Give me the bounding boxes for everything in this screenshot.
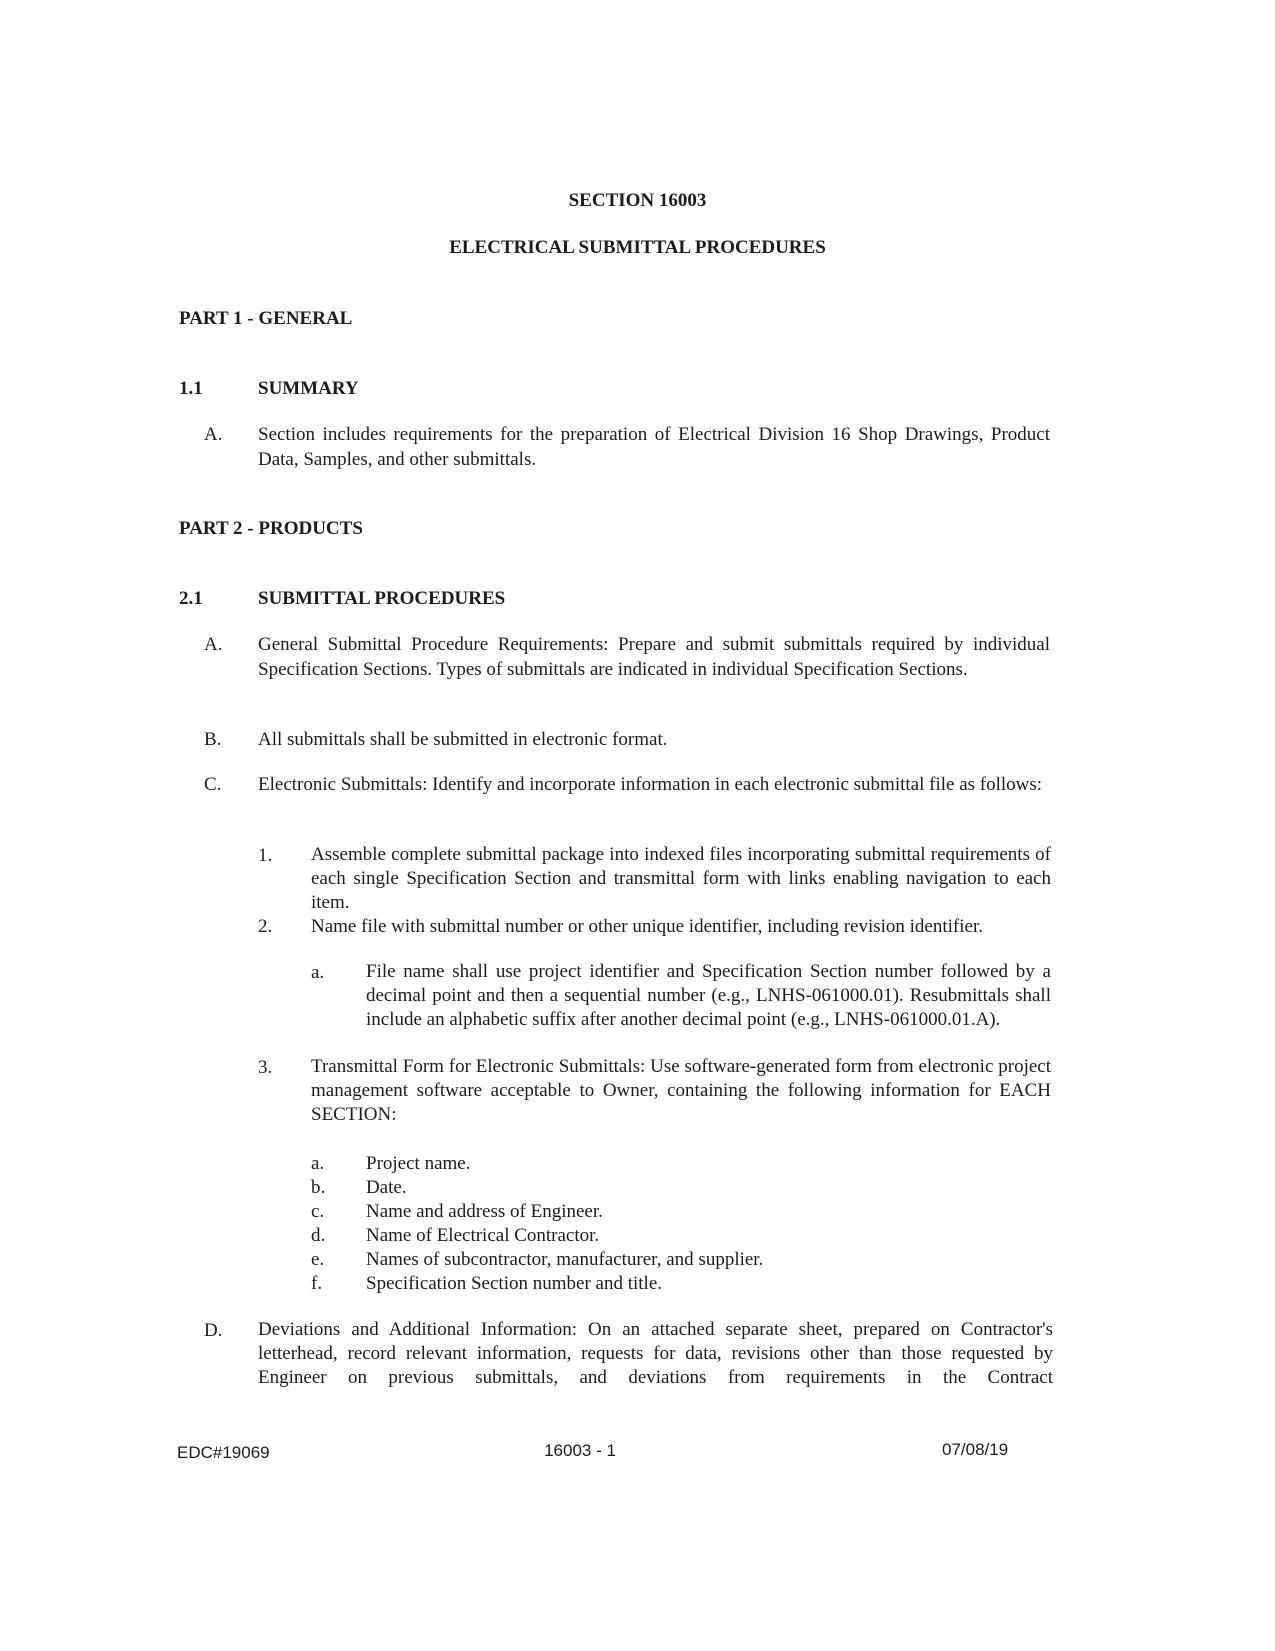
item-label: a. [311, 962, 325, 983]
paragraph-label: D. [204, 1320, 223, 1341]
item-label: e. [311, 1249, 325, 1270]
article-2-1-title: SUBMITTAL PROCEDURES [258, 588, 506, 609]
item-text: Date. [366, 1177, 407, 1198]
subparagraph-text: Assemble complete submittal package into indexed files incorporating submittal requirements of each single Specification Section and transmittal form with links enabling navigation to each item. [311, 844, 1051, 913]
paragraph-text: Section includes requirements for the preparation of Electrical Division 16 Shop Drawings, Product Data, Samples, and other submittals. [258, 424, 1050, 470]
item-label: f. [311, 1273, 323, 1294]
item-text: Project name. [366, 1153, 471, 1174]
subparagraph-text: Name file with submittal number or other unique identifier, including revision identifier. [311, 916, 983, 937]
paragraph-text: Deviations and Additional Information: On an attached separate sheet, prepared on Contractor's letterhead, record relevant information, requests for data, revisions other than those requested by Engineer on previous submittals, and deviations from requirements in the Contract [258, 1319, 1053, 1388]
article-1-1-title: SUMMARY [258, 378, 359, 399]
item-text: Name and address of Engineer. [366, 1201, 603, 1222]
item-label: c. [311, 1201, 325, 1222]
subparagraph-label: 2. [258, 916, 273, 937]
part1-heading: PART 1 - GENERAL [179, 308, 353, 329]
section-subtitle: ELECTRICAL SUBMITTAL PROCEDURES [449, 237, 826, 258]
item-label: d. [311, 1225, 326, 1246]
paragraph-label: C. [204, 774, 222, 795]
footer-document-id: EDC#19069 [177, 1443, 270, 1462]
article-2-1-number: 2.1 [179, 588, 203, 609]
section-title: SECTION 16003 [568, 190, 707, 211]
item-text: Names of subcontractor, manufacturer, and supplier. [366, 1249, 764, 1270]
footer-page-number: 16003 - 1 [544, 1441, 616, 1460]
paragraph-label: A. [204, 634, 223, 655]
item-label: a. [311, 1153, 325, 1174]
paragraph-text: All submittals shall be submitted in electronic format. [258, 729, 668, 750]
item-text: Specification Section number and title. [366, 1273, 663, 1294]
subparagraph-text: Transmittal Form for Electronic Submittals: Use software-generated form from electronic project management software acceptable to Owner, containing the following information for EACH SECTION: [311, 1056, 1051, 1125]
item-label: b. [311, 1177, 326, 1198]
item-text: Name of Electrical Contractor. [366, 1225, 600, 1246]
paragraph-text: Electronic Submittals: Identify and incorporate information in each electronic submittal file as follows: [258, 774, 1043, 795]
item-text: File name shall use project identifier and Specification Section number followed by a decimal point and then a sequential number (e.g., LNHS-061000.01). Resubmittals shall include an alphabetic suffix after another decimal point (e.g., LNHS-061000.01.A). [366, 961, 1051, 1030]
footer-date: 07/08/19 [942, 1440, 1009, 1459]
subparagraph-label: 3. [258, 1057, 273, 1078]
paragraph-text: General Submittal Procedure Requirements: Prepare and submit submittals required by individual Specification Sections. Types of submittals are indicated in individual Specification Sections. [258, 634, 1050, 680]
article-1-1-number: 1.1 [179, 378, 203, 399]
paragraph-label: B. [204, 729, 222, 750]
part2-heading: PART 2 - PRODUCTS [179, 518, 363, 539]
paragraph-label: A. [204, 424, 223, 445]
subparagraph-label: 1. [258, 845, 273, 866]
